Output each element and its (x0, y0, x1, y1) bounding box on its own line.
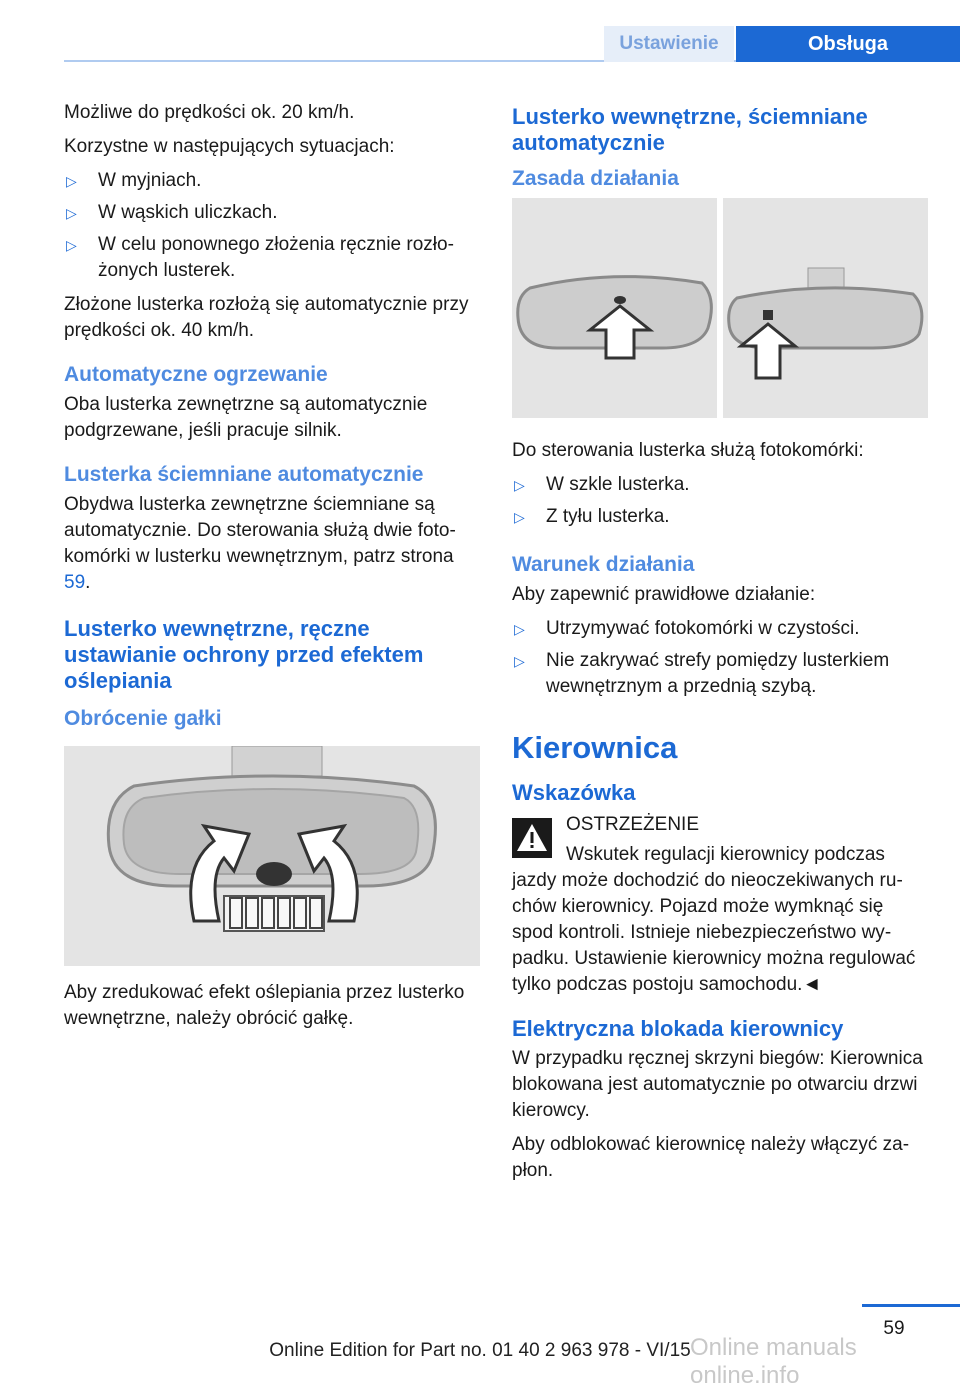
mirror-front-drawing (512, 198, 717, 418)
auto-dim-mirror-illustration (512, 198, 928, 418)
warning-text: Wskutek regulacji kierownicy podczas (566, 844, 885, 865)
list-item: ▷ Nie zakrywać strefy pomiędzy lusterkiem wewnętrznym a przednią szybą. (514, 650, 890, 697)
footer-rule (862, 1304, 960, 1307)
paragraph: Złożone lusterka rozłożą się automatycznie przy prędkości ok. 40 km/h. (64, 294, 469, 341)
section-heading: Elektryczna blokada kierownicy (512, 1016, 844, 1041)
bullet-list (64, 168, 480, 284)
paragraph: Aby zredukować efekt oślepiania przez lusterko wewnętrzne, należy obrócić gałkę. (64, 982, 465, 1029)
paragraph: Korzystne w następujących sytuacjach: (64, 136, 395, 157)
triangle-bullet-icon: ▷ (66, 237, 77, 253)
section-heading: Automatyczne ogrzewanie (64, 363, 328, 386)
edition-note: Online Edition for Part no. 01 40 2 963 978 - VI/15 (269, 1340, 691, 1361)
triangle-bullet-icon: ▷ (514, 477, 525, 493)
triangle-bullet-icon: ▷ (514, 509, 525, 525)
triangle-bullet-icon: ▷ (514, 653, 525, 669)
tab-ustawienie[interactable]: Ustawienie (604, 26, 734, 62)
triangle-bullet-icon: ▷ (66, 173, 77, 189)
mirror-knob-illustration (64, 746, 480, 966)
triangle-bullet-icon: ▷ (514, 621, 525, 637)
paragraph: Aby odblokować kierownicę należy włączyć zapłon. (512, 1134, 910, 1181)
mirror-front-view (512, 198, 717, 418)
list-item: ▷ Utrzymywać fotokomórki w czystości. (512, 616, 928, 642)
warning-text-continued: jazdy może dochodzić do nieoczekiwanych ruchów kierownicy. Pojazd może wymknąć się spod kontroli. Istnieje niebezpieczeństwo wypadku. Ustawienie kierownicy można regulować tylko podczas postoju samochodu.◄ (512, 870, 916, 995)
subsection-heading: Warunek działania (512, 553, 695, 576)
section-heading: Wskazówka (512, 780, 636, 805)
mirror-rear-drawing (723, 198, 928, 418)
triangle-bullet-icon: ▷ (66, 205, 77, 221)
warning-triangle-icon (512, 818, 552, 858)
page-link[interactable]: 59 (64, 572, 86, 593)
paragraph: Oba lusterka zewnętrzne są automatycznie podgrzewane, jeśli pracuje silnik. (64, 394, 428, 441)
mirror-knob-drawing (64, 746, 480, 966)
list-item: ▷ Z tyłu lusterka. (512, 504, 928, 530)
list-item: ▷ W wąskich uliczkach. (64, 200, 480, 226)
paragraph: Możliwe do prędkości ok. 20 km/h. (64, 102, 355, 123)
bullet-list (512, 472, 928, 530)
page-number: 59 (883, 1318, 905, 1339)
warning-box (512, 812, 928, 868)
section-heading: Lusterko wewnętrzne, ściemniane automatycznie (512, 104, 868, 155)
list-item: ▷ W celu ponownego złożenia ręcznie rozłożonych lusterek. (66, 234, 454, 281)
paragraph: Obydwa lusterka zewnętrzne ściemniane są automatycznie. Do sterowania służą dwie fotokomórki w lusterku wewnętrznym, patrz strona 59. (64, 494, 456, 593)
paragraph: Aby zapewnić prawidłowe działanie: (512, 584, 816, 605)
mirror-rear-view (723, 198, 928, 418)
chapter-heading: Kierownica (512, 730, 678, 765)
paragraph: Do sterowania lusterka służą fotokomórki: (512, 440, 864, 461)
paragraph: W przypadku ręcznej skrzyni biegów: Kierownica blokowana jest automatycznie po otwarciu drzwi kierowcy. (512, 1048, 923, 1121)
section-heading: Lusterka ściemniane automatycznie (64, 463, 424, 486)
right-column (512, 100, 928, 1192)
list-item: ▷ W szkle lusterka. (512, 472, 928, 498)
subsection-heading: Obrócenie gałki (64, 707, 222, 730)
bullet-list (512, 616, 928, 700)
left-column (64, 100, 480, 1040)
tab-obsluga[interactable]: Obsługa (736, 26, 960, 62)
list-item: ▷ W myjniach. (64, 168, 480, 194)
watermark: Online manuals online.info (690, 1334, 857, 1389)
warning-title: OSTRZEŻENIE (566, 814, 700, 835)
subsection-heading: Zasada działania (512, 167, 679, 190)
section-heading: Lusterko wewnętrzne, ręczne ustawianie ochrony przed efektem oślepiania (64, 616, 424, 693)
